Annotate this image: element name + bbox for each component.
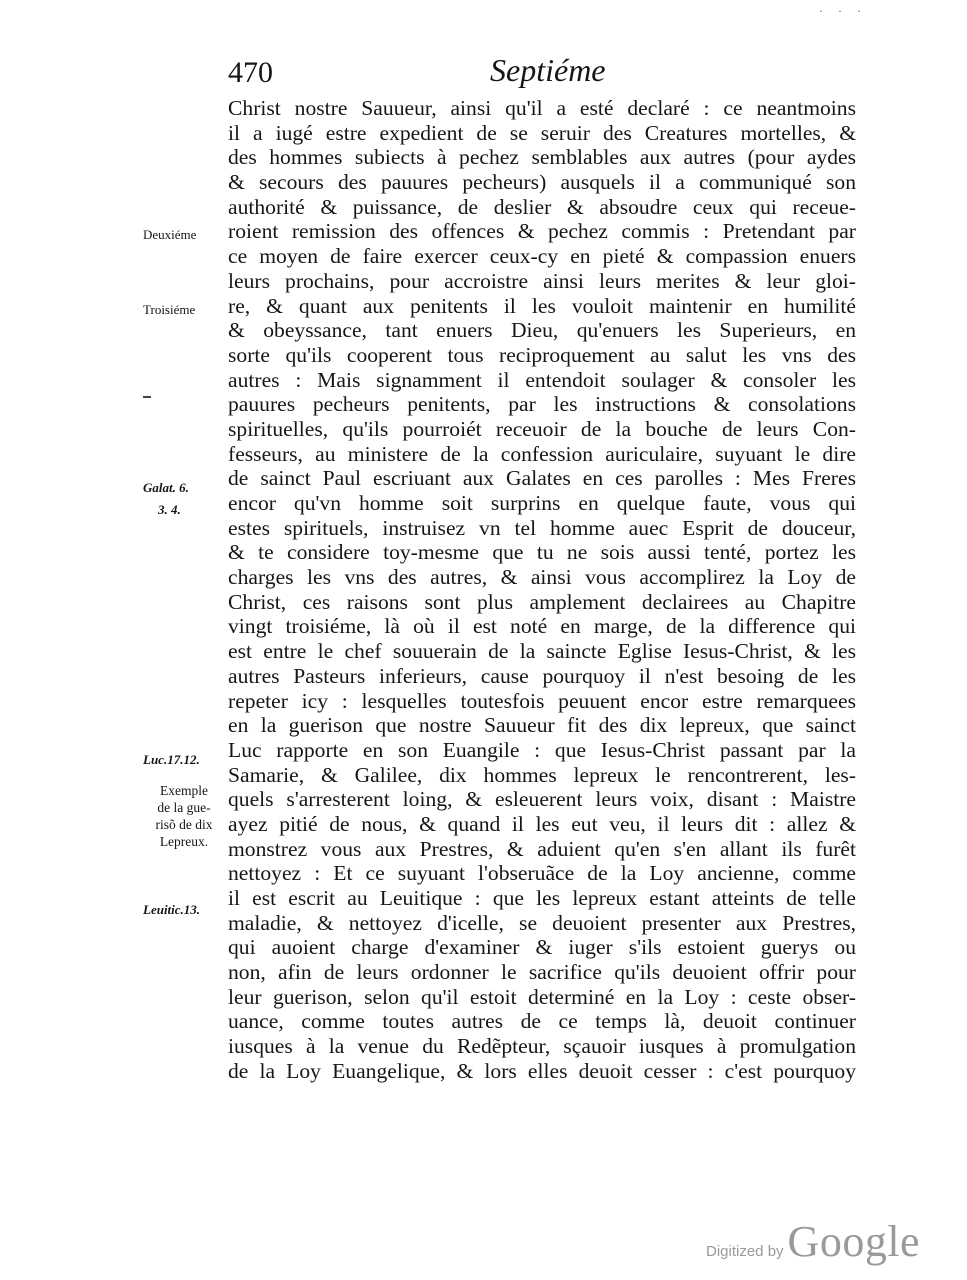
- text-line: est entre le chef souuerain de la saincte Eglise Iesus-Christ, & les: [228, 639, 856, 664]
- text-line: & te considere toy-mesme que tu ne sois aussi tenté, portez les: [228, 540, 856, 565]
- text-line: iusques à la venue du Redẽpteur, sçauoir iusques à promulgation: [228, 1034, 856, 1059]
- text-line: re, & quant aux penitents il les vouloit maintenir en humilité: [228, 293, 856, 318]
- text-line: de sainct Paul escriuant aux Galates en ces parolles : Mes Freres: [228, 466, 856, 491]
- margin-note-troisieme: Troisiéme: [143, 302, 196, 317]
- text-line: non, afin de leurs ordonner le sacrifice qu'ils deuoient offrir pour: [228, 960, 856, 985]
- google-logo: Google: [787, 1217, 921, 1266]
- margin-dash-mark: [143, 396, 151, 398]
- running-title: Septiéme: [490, 52, 606, 88]
- text-line: Samarie, & Galilee, dix hommes lepreux le rencontrerent, les-: [228, 762, 856, 787]
- digitized-by-google-watermark: [706, 1216, 920, 1267]
- margin-note-luc-ref: Luc.17.12.: [143, 752, 200, 767]
- scan-speck-marks: · · ·: [819, 4, 867, 18]
- text-line: qui auoient charge d'examiner & iuger s'ils estoient guerys ou: [228, 935, 856, 960]
- text-line: estes spirituels, instruisez vn tel homme auec Esprit de douceur,: [228, 515, 856, 540]
- text-line: ce moyen de faire exercer ceux-cy en pieté & compassion enuers: [228, 244, 856, 269]
- text-line: nettoyez : Et ce suyuant l'obseruãce de la Loy ancienne, comme: [228, 861, 856, 886]
- margin-note-galat-ref: Galat. 6.: [143, 480, 189, 495]
- text-line: encor qu'vn homme soit surprins en quelque faute, vous qui: [228, 491, 856, 515]
- margin-note-deuxieme: Deuxiéme: [143, 227, 197, 242]
- text-line: spirituelles, qu'ils pourroiét receuoir de la bouche de leurs Con-: [228, 416, 856, 441]
- text-line: de la Loy Euangelique, & lors elles deuoit cesser : c'est pourquoy: [228, 1058, 856, 1083]
- body-text: [228, 96, 856, 1084]
- watermark-prefix: Digitized by: [706, 1243, 784, 1260]
- text-line: sorte qu'ils cooperent tous reciproquement au salut les vns des: [228, 342, 856, 367]
- text-line: & obeyssance, tant enuers Dieu, qu'enuers les Superieurs, en: [228, 318, 856, 343]
- page-number: 470: [228, 56, 273, 89]
- text-line: fesseurs, au ministere de la confession auriculaire, suyuant le dire: [228, 441, 856, 466]
- text-line: pauures pecheurs penitents, par les instructions & consolations: [228, 392, 856, 417]
- text-line: & secours des pauures pecheurs) ausquels il a communiqué son: [228, 170, 856, 195]
- text-line: autres : Mais signamment il entendoit soulager & consoler les: [228, 367, 856, 392]
- text-line: uance, comme toutes autres de ce temps là, deuoit continuer: [228, 1009, 856, 1034]
- text-line: il a iugé estre expedient de se seruir des Creatures mortelles, &: [228, 120, 856, 145]
- text-line: authorité & puissance, de deslier & absoudre ceux qui receue-: [228, 194, 856, 219]
- text-line: autres Pasteurs inferieurs, cause pourquoy il n'est besoing de les: [228, 663, 856, 688]
- margin-note-exemple-line: de la gue-: [157, 800, 211, 815]
- text-line: Christ nostre Sauueur, ainsi qu'il a esté declaré : ce neantmoins: [228, 96, 856, 120]
- text-line: leur guerison, selon qu'il estoit determiné en la Loy : ceste obser-: [228, 984, 856, 1009]
- text-line: vingt troisiéme, là où il est noté en marge, de la difference qui: [228, 614, 856, 639]
- text-line: roient remission des offences & pechez commis : Pretendant par: [228, 219, 856, 244]
- text-line: il est escrit au Leuitique : que les lepreux estant atteints de telle: [228, 886, 856, 910]
- text-line: repeter icy : lesquelles toutesfois peuuent encor estre remarquees: [228, 688, 856, 713]
- text-line: monstrez vous aux Prestres, & aduient qu'en s'en allant ils furêt: [228, 836, 856, 861]
- text-line: leurs prochains, pour accroistre ainsi leurs merites & leur gloi-: [228, 268, 856, 293]
- text-line: maladie, & nettoyez d'icelle, se deuoient presenter aux Prestres,: [228, 910, 856, 935]
- margin-note-exemple-line: Lepreux.: [159, 834, 209, 849]
- text-line: en la guerison que nostre Sauueur fit des dix lepreux, que sainct: [228, 713, 856, 738]
- margin-note-exemple-line: Exemple: [160, 783, 208, 798]
- text-line: charges les vns des autres, & ainsi vous accomplirez la Loy de: [228, 565, 856, 590]
- text-line: des hommes subiects à pechez semblables aux autres (pour aydes: [228, 145, 856, 170]
- margin-note-leuitic-ref: Leuitic.13.: [143, 902, 201, 917]
- text-line: quels s'arresterent loing, & esleuerent leurs voix, disant : Maistre: [228, 787, 856, 812]
- text-line: Luc rapporte en son Euangile : que Iesus-Christ passant par la: [228, 737, 856, 762]
- margin-note-galat-verses: 3. 4.: [158, 502, 181, 517]
- margin-note-exemple: [143, 782, 225, 850]
- text-line: ayez pitié de nous, & quand il les eut veu, il leurs dit : allez &: [228, 811, 856, 836]
- margin-note-exemple-line: risõ de dix: [155, 817, 213, 832]
- text-line: Christ, ces raisons sont plus amplement declairees au Chapitre: [228, 589, 856, 614]
